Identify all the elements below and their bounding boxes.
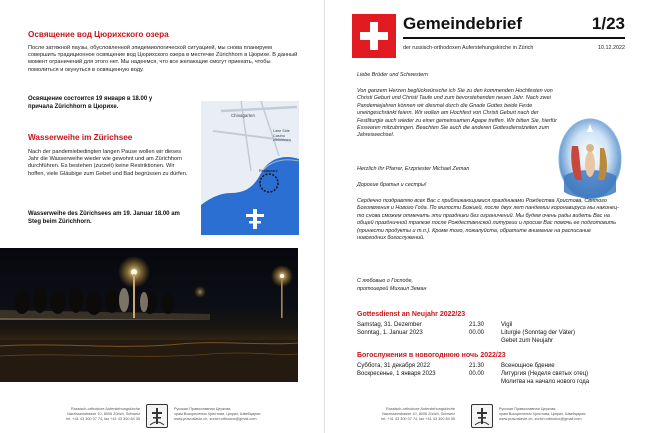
map-label-restaurant: Restaurant bbox=[259, 169, 278, 173]
footer-ru-line-1-right: Русская Православная Церковь bbox=[499, 407, 556, 411]
ru-heading: Освящение вод Цюрихского озера bbox=[28, 30, 169, 39]
footer-ru-right bbox=[499, 407, 619, 421]
sched-ru bbox=[357, 362, 627, 388]
newsletter-date: 10.12.2022 bbox=[598, 45, 625, 51]
footer-de-line-1-right: Russisch-orthodoxe Auferstehungskirche bbox=[385, 407, 455, 411]
footer-de-line-2-right: Narzissenstrasse 10, 8006 Zürich, Schweiz bbox=[382, 411, 455, 416]
footer-de-line-3: tel. +41 43 300 07 74, fax +41 43 300 84 35 bbox=[66, 416, 140, 421]
zurichhorn-map bbox=[201, 101, 299, 235]
footer-de-right bbox=[355, 407, 455, 421]
footer-de-line-3-right: tel. +41 43 300 07 74, fax +41 43 300 84 35 bbox=[381, 416, 455, 421]
sched-ru-row-3: Молитва на начало нового года bbox=[501, 379, 590, 385]
footer-ru-line-3-right: www.pravoslavie.ch, zurich.orthodox@gmail.com bbox=[499, 416, 582, 421]
water-blessing-photo bbox=[0, 248, 298, 382]
ru-bold: Освящение состоится 19 января в 18.00 у причала Zürichhorn в Цюрихе. bbox=[28, 96, 153, 110]
map-label-casino: Lake Side Casino zürichhorn bbox=[273, 129, 291, 143]
footer-de-line-1: Russisch-orthodoxe Auferstehungskirche bbox=[70, 407, 140, 411]
footer-ru-line-2-right: храм Воскресения Христова, Цюрих, Швейцария bbox=[499, 411, 586, 416]
footer-ru-line-3: www.pravoslavie.ch, zurich.orthodox@gmail.com bbox=[174, 416, 257, 421]
footer-de-line-2: Narzissenstrasse 10, 8006 Zürich, Schweiz bbox=[67, 411, 140, 416]
footer-ru bbox=[174, 407, 294, 421]
de-body: Nach der pandemiebedingten langen Pause wollen wir dieses Jahr die Wasserweihe wieder wie gewohnt und am Zürichhorn durchführen. Es bestehen (zurzeit) keine Restriktionen. Wir hoffen, viele Gläubige zum Gebet und Bad begrüssen zu dürfen. bbox=[28, 149, 188, 177]
sched-ru-row-1: Суббота, 31 декабря 2022 21.30 Всенощное бдение bbox=[357, 363, 555, 369]
header-rule bbox=[403, 37, 625, 39]
footer-ru-line-2: храм Воскресения Христова, Цюрих, Швейцария bbox=[174, 411, 261, 416]
de-bold: Wasserweihe des Zürichsees am 19. Januar 18.00 am Steg beim Zürichhorn. bbox=[28, 211, 180, 225]
greeting-ru: Дорогие братья и сестры! bbox=[357, 182, 427, 188]
sched-de bbox=[357, 321, 627, 347]
sched-de-row-1: Samstag, 31. Dezember 21.30 Vigil bbox=[357, 322, 513, 328]
map-label-chinagarten: Chinagarten bbox=[231, 113, 255, 118]
right-page bbox=[325, 0, 650, 433]
sign-de: Herzlich Ihr Pfarrer, Erzpriester Michael Zeman bbox=[357, 166, 470, 172]
church-logo bbox=[146, 404, 168, 428]
newsletter-subtitle: der russisch-orthodoxen Auferstehungskirche in Zürich bbox=[403, 45, 534, 51]
de-heading: Wasserweihe im Zürichsee bbox=[28, 133, 133, 142]
greeting-de: Liebe Brüder und Schwestern bbox=[357, 72, 429, 78]
sched-de-row-2: Sonntag, 1. Januar 2023 00.00 Liturgie (Sonntag der Väter) bbox=[357, 330, 576, 336]
sign-ru-2: протоиерей Михаил Земан bbox=[357, 286, 427, 292]
footer-de bbox=[50, 407, 140, 421]
issue-number: 1/23 bbox=[591, 14, 625, 33]
theophany-icon-image bbox=[558, 118, 622, 200]
letter-de: Von ganzem Herzen beglückwünsche ich Sie zu den kommenden Hochfesten von Christi Geburt und Christi Taufe und zum bevorstehenden neuen Jahr. Nach zwei Pandemiejahren können wir diesmal durch die Gnade Gottes beide Feste uneingeschränkt feiern. Wir wollen am Hochfest von Christi Geburt nach der Festliturgie auch wieder zu einer gemeinsamen Agape treffen. Wir bitten Sie, hierfür Esswaren mitzubringen. Beachten Sie auch die anderen Gottesdienstzeiten zum Jahreswechsel. bbox=[357, 88, 557, 139]
sign-ru-1: С любовью о Господе, bbox=[357, 278, 413, 284]
sched-ru-row-2: Воскресенье, 1 января 2023 00.00 Литургия (Неделя святых отец) bbox=[357, 371, 589, 377]
swiss-flag bbox=[352, 14, 396, 58]
letter-ru: Сердечно поздравляю всех Вас с приближающимися праздниками Рождества Христова, Святого Богоявления и Нового Года. По милости Божией, после двух лет пандемии коронавируса мы наконец-то снова сможем отмечать эти праздники без ограничений. Мы будем очень рады видеть Вас на общей праздничной трапезе после Рождественской литургии и просим Вас помочь ее подготовить (принести продукты и т.п.). Кроме того, пожалуйста, обратите внимание на расписание новогодних богослужений. bbox=[357, 198, 619, 242]
church-logo-right bbox=[471, 404, 493, 428]
ru-body: После затяжной паузы, обусловленной эпидемиологической ситуацией, мы снова планируем совершить традиционное освящение вод Цюрихского озера в местечке Zürichhorn в Цюрихе. В данный момент ограничений для этого нет. Мы надеемся, что все желающие смогут приехать, чтобы помолиться и окунуться в освященную воду. bbox=[28, 45, 298, 73]
sched-de-row-3: Gebet zum Neujahr bbox=[501, 338, 554, 344]
sched-de-heading: Gottesdienst an Neujahr 2022/23 bbox=[357, 311, 466, 318]
right-footer bbox=[325, 397, 650, 433]
footer-ru-line-1: Русская Православная Церковь bbox=[174, 407, 231, 411]
sched-ru-heading: Богослужения в новогоднюю ночь 2022/23 bbox=[357, 352, 506, 359]
newsletter-title: Gemeindebrief bbox=[403, 14, 523, 33]
left-footer bbox=[0, 397, 325, 433]
